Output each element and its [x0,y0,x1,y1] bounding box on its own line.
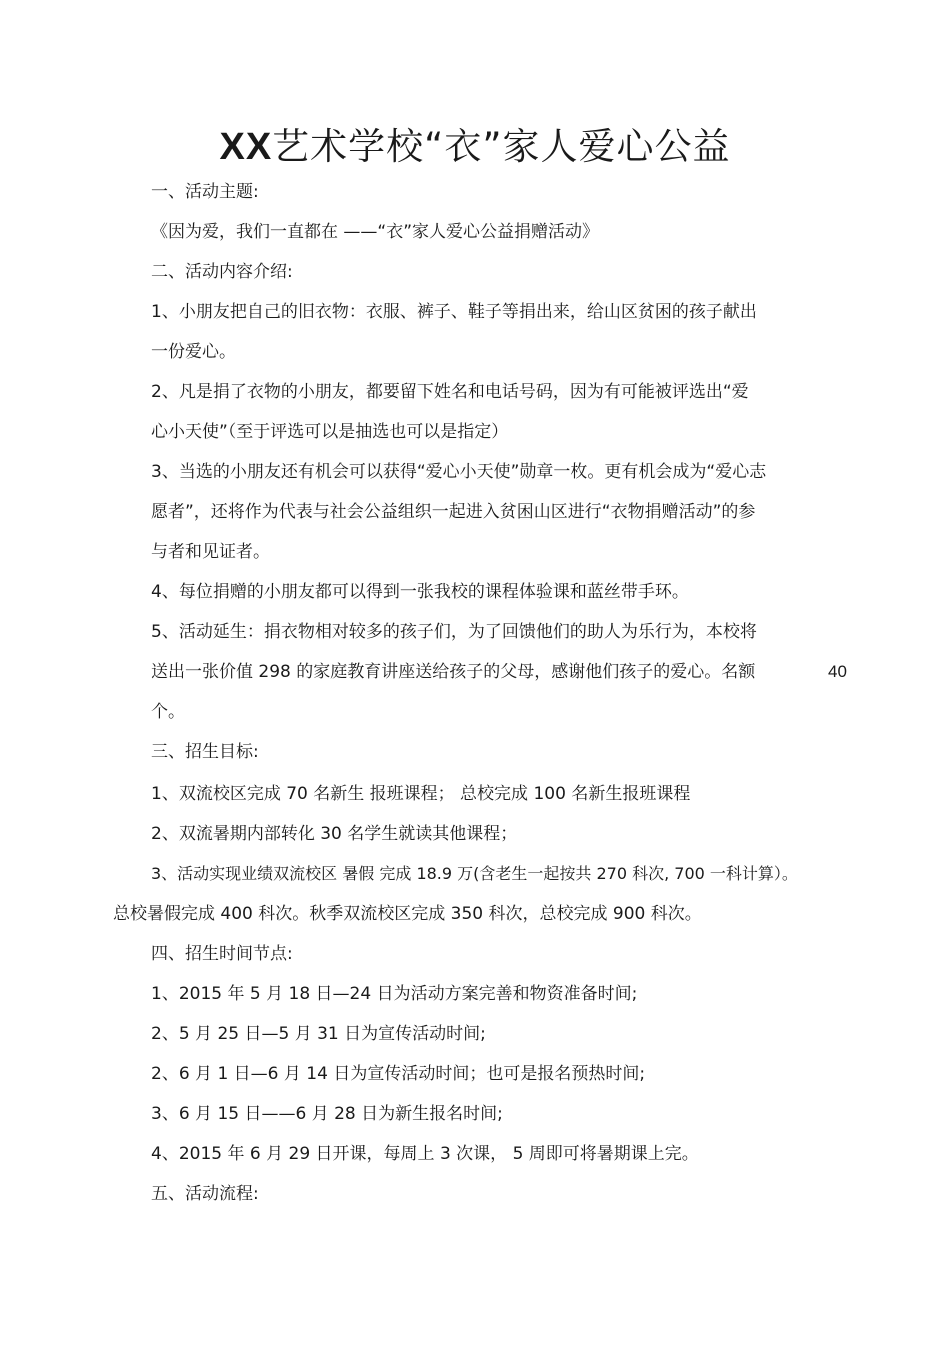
section-heading-theme: 一、活动主题: [151,182,259,202]
title-text: 艺术学校“衣”家人爱心公益 [272,125,731,168]
timeline-item-5: 4、2015 年 6 月 29 日开课，每周上 3 次课， 5 周即可将暑期课上完。 [151,1144,699,1164]
timeline-item-4: 3、6 月 15 日——6 月 28 日为新生报名时间; [151,1104,503,1124]
timeline-item-2: 2、5 月 25 日—5 月 31 日为宣传活动时间; [151,1024,486,1044]
section-heading-content: 二、活动内容介绍: [151,262,293,282]
section-heading-goals: 三、招生目标: [151,742,259,762]
content-item-4: 4、每位捐赠的小朋友都可以得到一张我校的课程体验课和蓝丝带手环。 [151,582,689,602]
content-item-3-line-2: 愿者”，还将作为代表与社会公益组织一起进入贫困山区进行“衣物捐赠活动”的参 [151,502,756,522]
content-item-2-line-1: 2、凡是捐了衣物的小朋友，都要留下姓名和电话号码，因为有可能被评选出“爱 [151,382,749,402]
content-item-5-line-2: 送出一张价值 298 的家庭教育讲座送给孩子的父母，感谢他们孩子的爱心。名额 [151,662,756,682]
quota-number: 40 [828,662,847,681]
theme-text: 《因为爱，我们一直都在 ——“衣”家人爱心公益捐赠活动》 [151,222,600,242]
content-item-3-line-3: 与者和见证者。 [151,542,270,562]
content-item-1-line-1: 1、小朋友把自己的旧衣物：衣服、裤子、鞋子等捐出来，给山区贫困的孩子献出 [151,302,757,322]
section-heading-process: 五、活动流程: [151,1184,259,1204]
goal-item-1: 1、双流校区完成 70 名新生 报班课程； 总校完成 100 名新生报班课程 [151,784,691,804]
title-prefix: XX [219,126,273,168]
content-item-5-line-3: 个。 [151,702,185,722]
document-title [0,122,950,172]
timeline-item-3: 2、6 月 1 日—6 月 14 日为宣传活动时间；也可是报名预热时间; [151,1064,646,1084]
goal-item-3-line-2: 总校暑假完成 400 科次。秋季双流校区完成 350 科次，总校完成 900 科次。 [113,904,702,924]
content-item-1-line-2: 一份爱心。 [151,342,236,362]
content-item-2-line-2: 心小天使”（至于评选可以是抽选也可以是指定） [151,422,509,442]
content-item-3-line-1: 3、当选的小朋友还有机会可以获得“爱心小天使”勋章一枚。更有机会成为“爱心志 [151,462,767,482]
timeline-item-1: 1、2015 年 5 月 18 日—24 日为活动方案完善和物资准备时间; [151,984,638,1004]
section-heading-timeline: 四、招生时间节点: [151,944,293,964]
goal-item-2: 2、双流暑期内部转化 30 名学生就读其他课程； [151,824,518,844]
content-item-5-line-1: 5、活动延生：捐衣物相对较多的孩子们，为了回馈他们的助人为乐行为，本校将 [151,622,757,642]
goal-item-3-line-1: 3、活动实现业绩双流校区 暑假 完成 18.9 万(含老生一起按共 270 科次, 700 一科计算）。 [151,864,798,883]
